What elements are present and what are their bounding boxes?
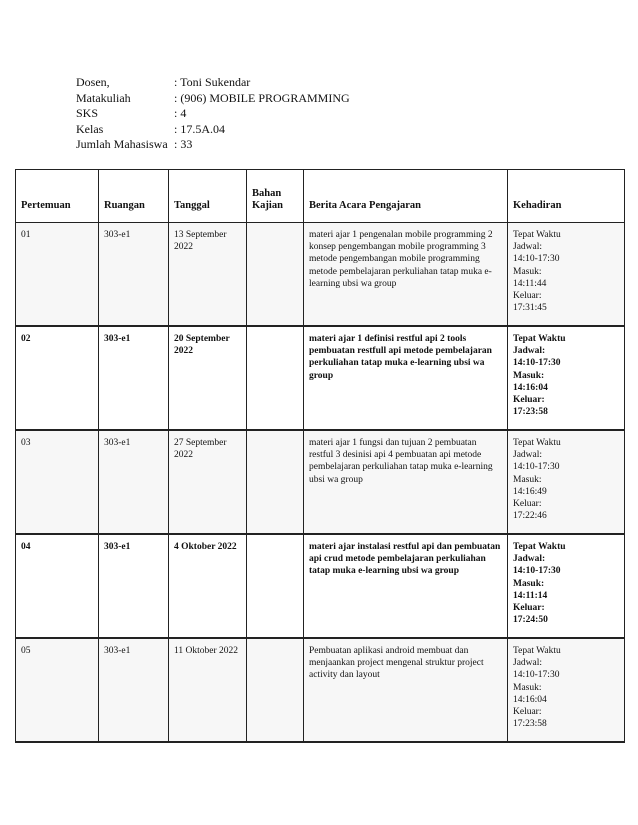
table-row (16, 430, 625, 534)
info-label: Matakuliah (76, 90, 131, 105)
cell-ruangan: 303-e1 (99, 223, 169, 327)
cell-kehadiran (508, 326, 625, 430)
header-kehadiran: Kehadiran (508, 170, 625, 223)
kehadiran-jadwal: 14:10-17:30 (513, 462, 560, 473)
info-label: Kelas (76, 121, 104, 136)
cell-kehadiran (508, 638, 625, 742)
cell-berita: materi ajar instalasi restful api dan pembuatan api crud metode pembelajaran perkuliahan tatap muka e-learning ubsi wa group (304, 534, 508, 638)
kehadiran-jadwal: 14:10-17:30 (513, 670, 560, 681)
header-tanggal: Tanggal (169, 170, 247, 223)
kehadiran-jadwal-label: Jadwal: (513, 242, 543, 253)
kehadiran-jadwal-label: Jadwal: (513, 658, 543, 669)
info-label: SKS (76, 106, 99, 120)
cell-kehadiran (508, 223, 625, 327)
kehadiran-keluar: 17:31:45 (513, 303, 547, 314)
kehadiran-keluar: 17:24:50 (513, 615, 548, 626)
info-value: : 4 (174, 106, 187, 120)
kehadiran-status: Tepat Waktu (513, 334, 566, 344)
kehadiran-keluar: 17:23:58 (513, 719, 547, 730)
cell-bahan (247, 534, 304, 638)
cell-berita: materi ajar 1 fungsi dan tujuan 2 pembuatan restful 3 desinisi api 4 pembuatan api metode pembelajaran perkuliahan tatap muka e-learning ubsi wa group (304, 430, 508, 534)
attendance-table (15, 169, 625, 743)
cell-berita: materi ajar 1 definisi restful api 2 tools pembuatan restfull api metode pembelajaran perkuliahan tatap muka e-learning ubsi wa group (304, 326, 508, 430)
info-label: Jumlah Mahasiswa (76, 137, 168, 151)
info-row-kelas (76, 122, 350, 138)
cell-pertemuan: 03 (16, 430, 99, 534)
info-row-matakuliah (76, 91, 350, 107)
table-header-row (16, 170, 625, 223)
kehadiran-keluar: 17:23:58 (513, 407, 548, 418)
cell-kehadiran (508, 534, 625, 638)
cell-ruangan: 303-e1 (99, 326, 169, 430)
cell-bahan (247, 326, 304, 430)
kehadiran-masuk: 14:11:44 (513, 278, 547, 289)
cell-bahan (247, 223, 304, 327)
info-value: : (906) MOBILE PROGRAMMING (174, 90, 350, 105)
kehadiran-status: Tepat Waktu (513, 646, 561, 656)
info-row-jumlah-mahasiswa (76, 137, 350, 153)
header-bahan-kajian: Bahan Kajian (247, 170, 304, 223)
cell-tanggal: 4 Oktober 2022 (169, 534, 247, 638)
cell-pertemuan: 04 (16, 534, 99, 638)
header-ruangan: Ruangan (99, 170, 169, 223)
info-value: : Toni Sukendar (174, 75, 251, 89)
kehadiran-keluar-label: Keluar: (513, 603, 545, 614)
kehadiran-keluar-label: Keluar: (513, 291, 542, 302)
kehadiran-masuk: 14:16:04 (513, 382, 548, 393)
course-info (76, 75, 350, 153)
kehadiran-status: Tepat Waktu (513, 438, 561, 448)
cell-tanggal: 13 September 2022 (169, 223, 247, 327)
info-row-sks (76, 106, 350, 122)
kehadiran-jadwal-label: Jadwal: (513, 346, 546, 357)
kehadiran-keluar-label: Keluar: (513, 395, 545, 406)
kehadiran-masuk-label: Masuk: (513, 370, 545, 381)
info-value: : 33 (174, 137, 193, 151)
kehadiran-masuk: 14:16:04 (513, 694, 547, 705)
table-row (16, 223, 625, 327)
cell-tanggal: 11 Oktober 2022 (169, 638, 247, 742)
cell-kehadiran (508, 430, 625, 534)
cell-tanggal: 20 September 2022 (169, 326, 247, 430)
kehadiran-masuk-label: Masuk: (513, 682, 542, 693)
kehadiran-masuk: 14:11:14 (513, 590, 548, 601)
kehadiran-masuk-label: Masuk: (513, 474, 542, 485)
kehadiran-masuk-label: Masuk: (513, 266, 542, 277)
header-berita-acara: Berita Acara Pengajaran (304, 170, 508, 223)
kehadiran-jadwal-label: Jadwal: (513, 554, 546, 565)
info-value: : 17.5A.04 (174, 121, 225, 136)
kehadiran-masuk-label: Masuk: (513, 578, 545, 589)
kehadiran-keluar-label: Keluar: (513, 707, 542, 718)
kehadiran-masuk: 14:16:49 (513, 486, 547, 497)
cell-tanggal: 27 September 2022 (169, 430, 247, 534)
cell-ruangan: 303-e1 (99, 638, 169, 742)
cell-berita: materi ajar 1 pengenalan mobile programming 2 konsep pengembangan mobile programming 3 metode pengembangan mobile programming metode pembelajaran perkuliahan tatap muka e-learning ubsi wa group (304, 223, 508, 327)
kehadiran-status: Tepat Waktu (513, 542, 566, 552)
cell-pertemuan: 05 (16, 638, 99, 742)
cell-pertemuan: 01 (16, 223, 99, 327)
cell-pertemuan: 02 (16, 326, 99, 430)
kehadiran-jadwal: 14:10-17:30 (513, 358, 561, 369)
table-row (16, 326, 625, 430)
kehadiran-jadwal-label: Jadwal: (513, 450, 543, 461)
kehadiran-keluar-label: Keluar: (513, 499, 542, 510)
kehadiran-keluar: 17:22:46 (513, 511, 547, 522)
kehadiran-status: Tepat Waktu (513, 230, 561, 240)
table-row (16, 534, 625, 638)
cell-ruangan: 303-e1 (99, 430, 169, 534)
cell-bahan (247, 430, 304, 534)
info-row-dosen (76, 75, 350, 91)
cell-berita: Pembuatan aplikasi android membuat dan menjaankan project mengenal struktur project activity dan layout (304, 638, 508, 742)
kehadiran-jadwal: 14:10-17:30 (513, 254, 560, 265)
info-label: Dosen, (76, 75, 110, 89)
cell-bahan (247, 638, 304, 742)
header-pertemuan: Pertemuan (16, 170, 99, 223)
table-row (16, 638, 625, 742)
kehadiran-jadwal: 14:10-17:30 (513, 566, 561, 577)
cell-ruangan: 303-e1 (99, 534, 169, 638)
